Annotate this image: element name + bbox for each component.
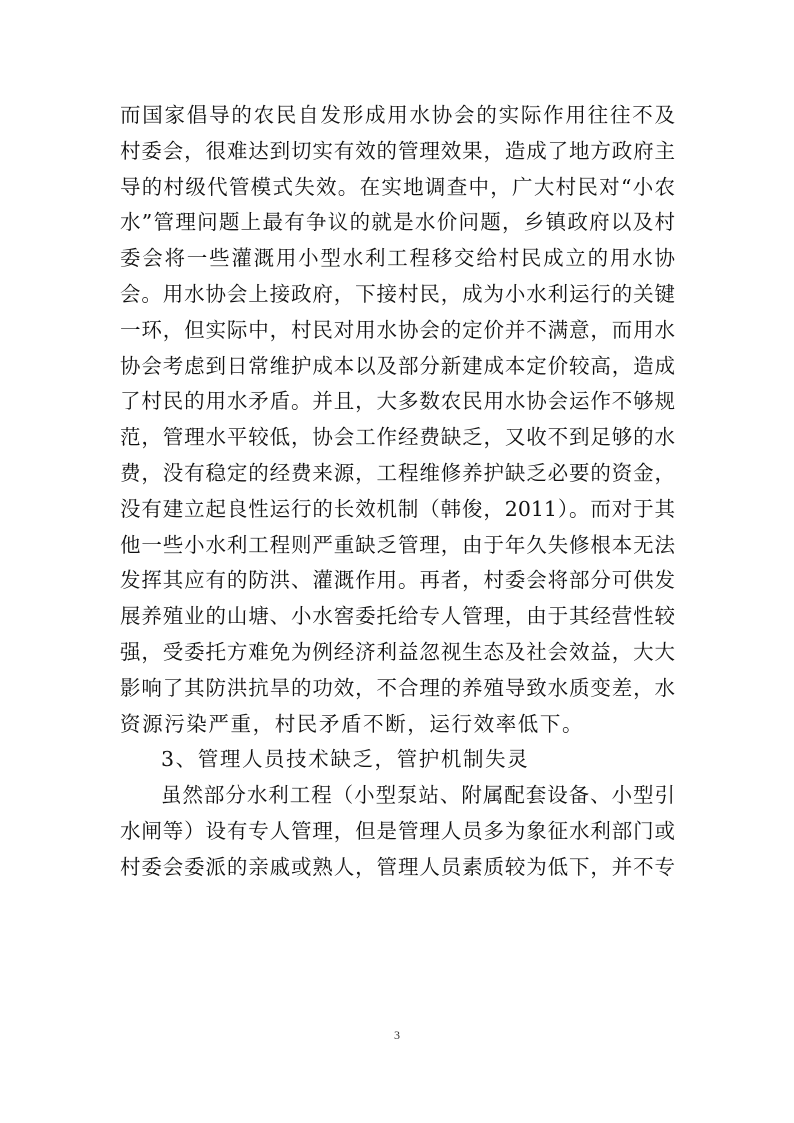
text-line: 影响了其防洪抗旱的功效，不合理的养殖导致水质变差，水 [120, 675, 675, 700]
section-heading: 3、管理人员技术缺乏，管护机制失灵 [161, 747, 530, 772]
text-line: 资源污染严重，村民矛盾不断，运行效率低下。 [120, 711, 585, 736]
text-line: 村委会，很难达到切实有效的管理效果，造成了地方政府主 [120, 138, 675, 163]
text-line: 村委会委派的亲戚或熟人，管理人员素质较为低下，并不专 [120, 854, 675, 879]
text-line: 虽然部分水利工程（小型泵站、附属配套设备、小型引 [161, 783, 675, 808]
text-line: 发挥其应有的防洪、灌溉作用。再者，村委会将部分可供发 [120, 568, 675, 593]
text-line: 没有建立起良性运行的长效机制（韩俊，2011）。而对于其 [120, 496, 675, 521]
text-line: 展养殖业的山塘、小水窖委托给专人管理，由于其经营性较 [120, 604, 675, 629]
text-line: 他一些小水利工程则严重缺乏管理，由于年久失修根本无法 [120, 532, 675, 557]
page-number: 3 [394, 1028, 400, 1042]
text-line: 一环，但实际中，村民对用水协会的定价并不满意，而用水 [120, 317, 675, 342]
text-line: 委会将一些灌溉用小型水利工程移交给村民成立的用水协 [120, 246, 675, 271]
text-line: 强，受委托方难免为例经济利益忽视生态及社会效益，大大 [120, 639, 675, 664]
text-line: 了村民的用水矛盾。并且，大多数农民用水协会运作不够规 [120, 389, 675, 414]
text-line: 会。用水协会上接政府，下接村民，成为小水利运行的关键 [120, 281, 675, 306]
body-text [120, 98, 675, 886]
text-line: 水闸等）设有专人管理，但是管理人员多为象征水利部门或 [120, 818, 675, 843]
text-line: 而国家倡导的农民自发形成用水协会的实际作用往往不及 [120, 103, 675, 127]
text-line: 协会考虑到日常维护成本以及部分新建成本定价较高，造成 [120, 353, 675, 378]
text-line: 水”管理问题上最有争议的就是水价问题，乡镇政府以及村 [120, 210, 675, 235]
text-line: 范，管理水平较低，协会工作经费缺乏，又收不到足够的水 [120, 425, 675, 450]
text-line: 导的村级代管模式失效。在实地调查中，广大村民对“小农 [120, 174, 675, 199]
text-line: 费，没有稳定的经费来源，工程维修养护缺乏必要的资金， [120, 460, 675, 485]
